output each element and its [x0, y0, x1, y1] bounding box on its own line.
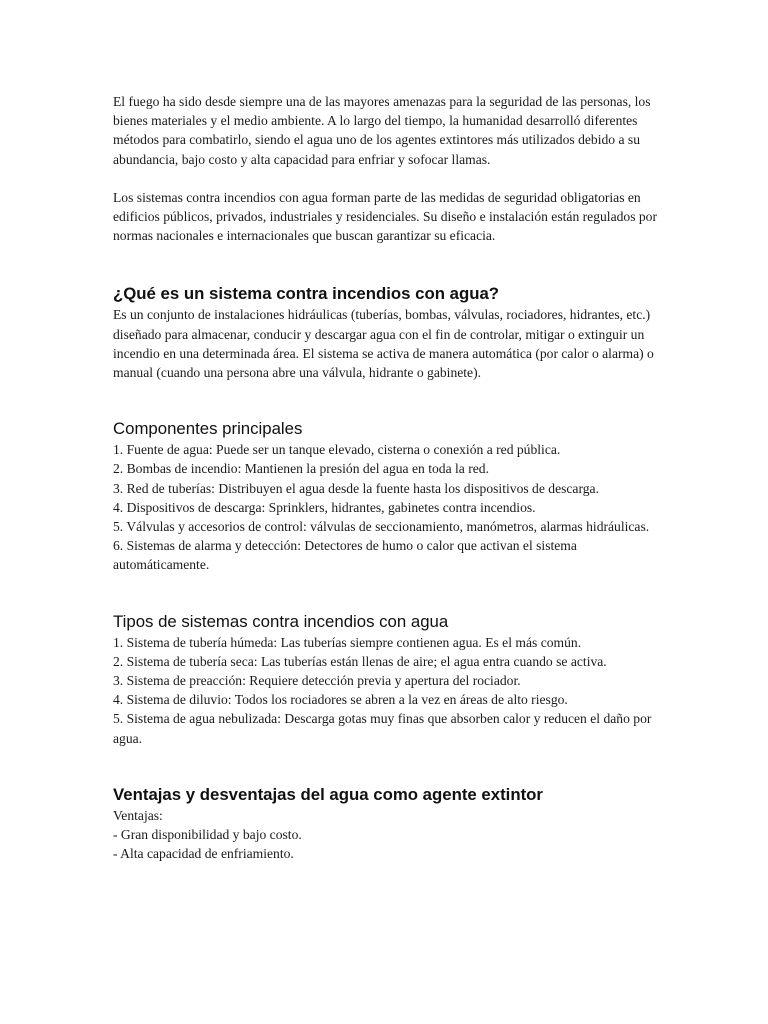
- list-item: 3. Red de tuberías: Distribuyen el agua desde la fuente hasta los dispositivos de descarga.: [113, 480, 599, 496]
- list-item: - Alta capacidad de enfriamiento.: [113, 846, 294, 862]
- list-item: 4. Dispositivos de descarga: Sprinklers, hidrantes, gabinetes contra incendios.: [113, 499, 536, 515]
- intro-paragraph-2: Los sistemas contra incendios con agua forman parte de las medidas de seguridad obligatorias en edificios públicos, privados, industriales y residenciales. Su diseño e instalación están regulados por normas nacionales e internacionales que buscan garantizar su eficacia.: [113, 189, 658, 244]
- section-heading-types: Tipos de sistemas contra incendios con agua: [113, 611, 449, 631]
- pros-list: [113, 825, 661, 863]
- list-item: 5. Válvulas y accesorios de control: válvulas de seccionamiento, manómetros, alarmas hidráulicas.: [113, 519, 650, 535]
- list-item: - Gran disponibilidad y bajo costo.: [113, 827, 302, 843]
- list-item: 4. Sistema de diluvio: Todos los rociadores se abren a la vez en áreas de alto riesgo.: [113, 692, 568, 708]
- section-heading-what-is: ¿Qué es un sistema contra incendios con agua?: [113, 284, 500, 304]
- pros-subheading: Ventajas:: [113, 807, 163, 823]
- list-item: 2. Sistema de tubería seca: Las tuberías están llenas de aire; el agua entra cuando se activa.: [113, 653, 607, 669]
- list-item: 6. Sistemas de alarma y detección: Detectores de humo o calor que activan el sistema automáticamente.: [113, 538, 577, 573]
- document-page: [113, 92, 661, 863]
- list-item: 5. Sistema de agua nebulizada: Descarga gotas muy finas que absorben calor y reducen el daño por agua.: [113, 711, 652, 746]
- components-list: [113, 440, 661, 574]
- list-item: 3. Sistema de preacción: Requiere detección previa y apertura del rociador.: [113, 673, 521, 689]
- section-heading-components: Componentes principales: [113, 419, 303, 439]
- list-item: 2. Bombas de incendio: Mantienen la presión del agua en toda la red.: [113, 461, 489, 477]
- intro-paragraph-1: El fuego ha sido desde siempre una de las mayores amenazas para la seguridad de las personas, los bienes materiales y el medio ambiente. A lo largo del tiempo, la humanidad desarrolló diferentes métodos para combatirlo, siendo el agua uno de los agentes extintores más utilizados debido a su abundancia, bajo costo y alta capacidad para enfriar y sofocar llamas.: [113, 94, 651, 167]
- section-heading-pros-cons: Ventajas y desventajas del agua como agente extintor: [113, 784, 543, 804]
- list-item: 1. Fuente de agua: Puede ser un tanque elevado, cisterna o conexión a red pública.: [113, 442, 561, 458]
- list-item: 1. Sistema de tubería húmeda: Las tuberías siempre contienen agua. Es el más común.: [113, 634, 582, 650]
- section-what-is-body: Es un conjunto de instalaciones hidráulicas (tuberías, bombas, válvulas, rociadores, hidrantes, etc.) diseñado para almacenar, conducir y descargar agua con el fin de controlar, mitigar o extinguir un incendio en una determinada área. El sistema se activa de manera automática (por calor o alarma) o manual (cuando una persona abre una válvula, hidrante o gabinete).: [113, 307, 654, 381]
- types-list: [113, 633, 661, 748]
